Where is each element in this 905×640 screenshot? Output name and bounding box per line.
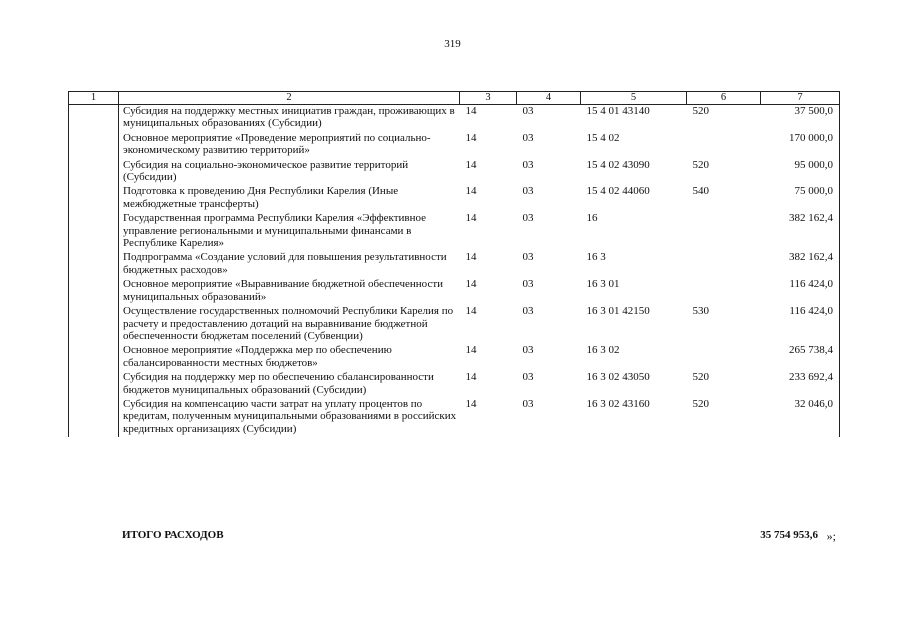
row-expense-type: 520: [692, 397, 709, 410]
row-expense-type: [687, 278, 761, 305]
row-expense-type: [687, 251, 761, 278]
row-expense-type: 540: [692, 185, 709, 198]
closing-quote: »;: [826, 529, 836, 543]
row-section: 14: [465, 105, 477, 117]
row-section: 14: [465, 278, 477, 291]
row-expense-type: 520: [692, 371, 709, 384]
column-header-3: 3: [460, 92, 517, 105]
row-target-article: 16 3 01 42150: [586, 305, 650, 318]
row-section: 14: [465, 344, 477, 357]
row-target-article: 15 4 02 43090: [586, 158, 650, 171]
row-subsection: 03: [522, 344, 534, 357]
table-row: [69, 185, 840, 212]
row-subsection: 03: [522, 131, 534, 144]
row-section: 14: [465, 371, 477, 384]
row-expense-type: [687, 212, 761, 251]
row-target-article: 15 4 02: [586, 131, 620, 144]
column-header-1: 1: [69, 92, 119, 105]
table-row: [69, 132, 840, 159]
row-amount: 116 424,0: [761, 305, 840, 344]
total-row: [68, 529, 868, 543]
row-subsection: 03: [522, 305, 534, 318]
row-target-article: 16 3 02 43160: [586, 397, 650, 410]
row-number-cell: [69, 371, 119, 398]
budget-table: [68, 91, 840, 437]
row-target-article: 16 3 02 43050: [586, 371, 650, 384]
row-subsection: 03: [522, 371, 534, 384]
row-name: Субсидия на социально-экономическое развитие территорий (Субсидии): [119, 159, 460, 186]
row-name: Основное мероприятие «Выравнивание бюджетной обеспеченности муниципальных образований»: [119, 278, 460, 305]
row-amount: 382 162,4: [761, 251, 840, 278]
table-row: [69, 251, 840, 278]
row-section: 14: [465, 158, 477, 171]
row-subsection: 03: [522, 251, 534, 264]
row-amount: 37 500,0: [761, 105, 840, 132]
row-name: Государственная программа Республики Карелия «Эффективное управление региональными и муниципальными финансами в Республике Карелия»: [119, 212, 460, 251]
table-row: [69, 344, 840, 371]
row-amount: 233 692,4: [761, 371, 840, 398]
row-target-article: 16 3 02: [586, 344, 620, 357]
row-number-cell: [69, 344, 119, 371]
row-expense-type: [687, 132, 761, 159]
row-amount: 95 000,0: [761, 159, 840, 186]
table-row: [69, 278, 840, 305]
table-row: [69, 371, 840, 398]
row-section: 14: [465, 397, 477, 410]
row-number-cell: [69, 212, 119, 251]
table-row: [69, 105, 840, 132]
row-number-cell: [69, 105, 119, 132]
column-header-7: 7: [761, 92, 840, 105]
table-row: [69, 212, 840, 251]
row-target-article: 16: [586, 212, 598, 225]
row-amount: 32 046,0: [761, 398, 840, 437]
row-subsection: 03: [522, 212, 534, 225]
total-label: ИТОГО РАСХОДОВ: [122, 529, 224, 541]
row-number-cell: [69, 278, 119, 305]
row-number-cell: [69, 185, 119, 212]
row-section: 14: [465, 251, 477, 264]
row-subsection: 03: [522, 105, 534, 117]
row-target-article: 16 3 01: [586, 278, 620, 291]
table-header-row: [69, 92, 840, 105]
row-amount: 75 000,0: [761, 185, 840, 212]
column-header-5: 5: [581, 92, 687, 105]
row-subsection: 03: [522, 158, 534, 171]
table-body: [69, 105, 840, 438]
row-name: Субсидия на компенсацию части затрат на уплату процентов по кредитам, полученным муниципальными образованиями в российских кредитных организациях (Субсидии): [119, 398, 460, 437]
row-name: Осуществление государственных полномочий Республики Карелия по расчету и предоставлению дотаций на выравнивание бюджетной обеспеченности бюджетам поселений (Субвенции): [119, 305, 460, 344]
row-section: 14: [465, 131, 477, 144]
column-header-2: 2: [119, 92, 460, 105]
page-number: 319: [444, 38, 461, 50]
row-subsection: 03: [522, 185, 534, 198]
row-expense-type: 530: [692, 305, 709, 318]
column-header-6: 6: [687, 92, 761, 105]
row-subsection: 03: [522, 397, 534, 410]
row-expense-type: 520: [692, 105, 709, 117]
row-number-cell: [69, 398, 119, 437]
total-value: 35 754 953,6: [760, 529, 818, 541]
row-amount: 170 000,0: [761, 132, 840, 159]
row-expense-type: 520: [692, 158, 709, 171]
row-name: Основное мероприятие «Проведение мероприятий по социально-экономическому развитию территорий»: [119, 132, 460, 159]
row-target-article: 16 3: [586, 251, 606, 264]
row-name: Субсидия на поддержку мер по обеспечению сбалансированности бюджетов муниципальных образований (Субсидии): [119, 371, 460, 398]
table-row: [69, 398, 840, 437]
column-header-4: 4: [517, 92, 581, 105]
table-row: [69, 305, 840, 344]
row-amount: 382 162,4: [761, 212, 840, 251]
row-section: 14: [465, 212, 477, 225]
row-name: Подготовка к проведению Дня Республики Карелия (Иные межбюджетные трансферты): [119, 185, 460, 212]
row-subsection: 03: [522, 278, 534, 291]
row-section: 14: [465, 185, 477, 198]
row-number-cell: [69, 251, 119, 278]
row-name: Основное мероприятие «Поддержка мер по обеспечению сбалансированности местных бюджетов»: [119, 344, 460, 371]
row-number-cell: [69, 305, 119, 344]
row-number-cell: [69, 132, 119, 159]
row-name: Подпрограмма «Создание условий для повышения результативности бюджетных расходов»: [119, 251, 460, 278]
row-name: Субсидия на поддержку местных инициатив граждан, проживающих в муниципальных образованиях (Субсидии): [119, 105, 460, 132]
row-amount: 265 738,4: [761, 344, 840, 371]
row-target-article: 15 4 01 43140: [586, 105, 650, 117]
row-section: 14: [465, 305, 477, 318]
table-row: [69, 159, 840, 186]
row-amount: 116 424,0: [761, 278, 840, 305]
row-number-cell: [69, 159, 119, 186]
row-target-article: 15 4 02 44060: [586, 185, 650, 198]
row-expense-type: [687, 344, 761, 371]
